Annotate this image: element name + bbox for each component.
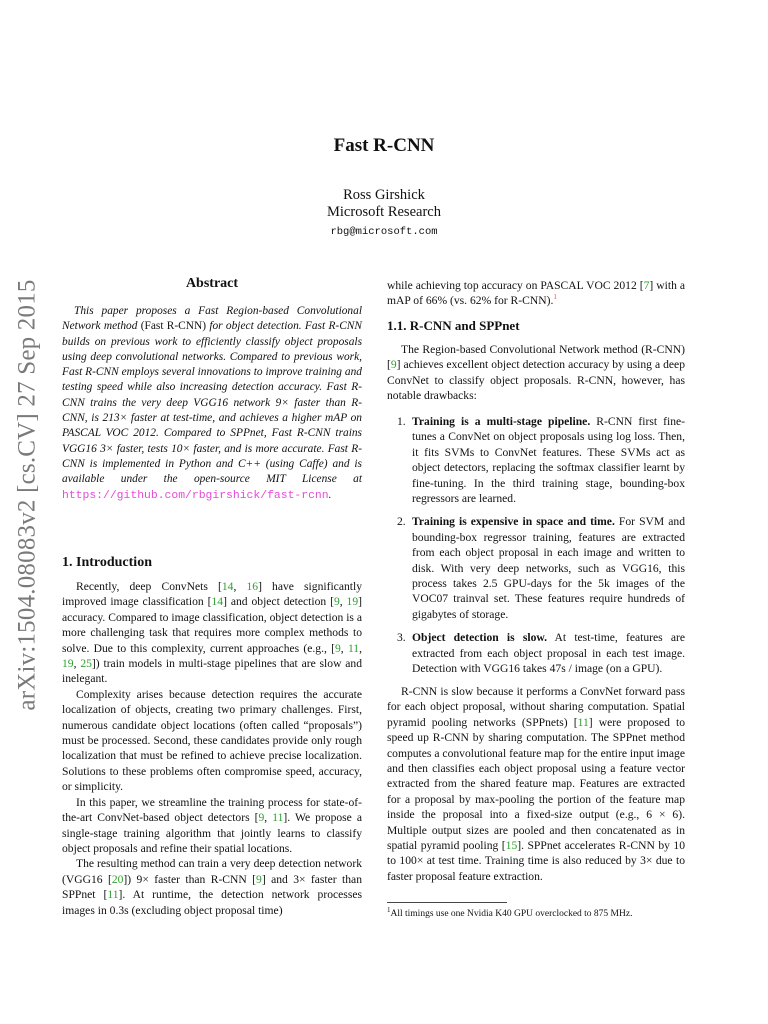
citation-link[interactable]: 19	[62, 657, 74, 671]
intro-paragraph	[62, 795, 362, 857]
citation-link[interactable]: 9	[390, 358, 397, 372]
arxiv-stamp	[8, 270, 48, 720]
text-run: ,	[73, 657, 81, 671]
citation-link[interactable]: 15	[505, 839, 518, 853]
citation-link[interactable]: 9	[335, 641, 341, 655]
list-item-title: Training is expensive in space and time.	[412, 515, 615, 529]
list-item	[387, 514, 685, 622]
footnote	[387, 905, 685, 920]
author-name: Ross Girshick	[343, 187, 425, 203]
citation-link[interactable]: 20	[111, 872, 124, 886]
text-run: Recently, deep ConvNets [	[76, 580, 222, 593]
sppnet-paragraph	[387, 684, 685, 884]
text-run: ]) 9× faster than R-CNN [	[123, 872, 257, 886]
text-run: ] with a mAP of 66% (vs. 62% for R-CNN).	[387, 279, 685, 308]
text-run: ] and object detection [	[223, 595, 334, 609]
text-run: In this paper, we streamline the training process for state-of-the-art ConvNet-based object detectors [	[62, 795, 362, 825]
text-run: ,	[340, 641, 348, 655]
footnote-divider	[387, 902, 507, 903]
abstract-text-upright: (Fast R-CNN)	[140, 320, 207, 333]
list-item-text: For SVM and bounding-box regressor training, features are extracted from each object proposal in each image and written to disk. With very deep networks, such as VGG16, this process takes 2.5 GPU-days for the 5k images of the VOC07 trainval set. These features require hundreds of gigabytes of storage.	[412, 515, 685, 621]
citation-link[interactable]: 9	[256, 872, 262, 886]
list-number: 3.	[397, 631, 406, 645]
list-item-title: Training is a multi-stage pipeline.	[412, 415, 591, 428]
rcnn-paragraph-text	[387, 342, 685, 404]
list-item	[387, 630, 685, 676]
list-number: 2.	[397, 515, 406, 529]
list-item-title: Object detection is slow.	[412, 631, 547, 645]
text-run: ]. SPPnet accelerates R-CNN by 10 to 100× at test time. Training time is also reduced by 3× due to faster proposal feature extraction.	[387, 839, 685, 883]
abstract-text-part: This paper proposes a Fast Region-based Convolutional Network method	[62, 305, 362, 333]
text-run: ,	[359, 641, 363, 655]
citation-link[interactable]: 9	[258, 811, 265, 825]
citation-link[interactable]: 11	[347, 641, 360, 655]
text-run: while achieving top accuracy on PASCAL VOC 2012 [	[387, 279, 644, 292]
text-run: ] and 3× faster than SPPnet [	[62, 872, 362, 902]
footnote-text: All timings use one Nvidia K40 GPU overclocked to 875 MHz.	[390, 909, 633, 919]
subsection-heading: 1.1. R-CNN and SPPnet	[387, 318, 520, 333]
list-number: 1.	[397, 415, 406, 428]
list-item	[387, 414, 685, 506]
abstract-heading: Abstract	[185, 276, 239, 291]
text-run: ]. At runtime, the detection network processes images in 0.3s (excluding object proposal time)	[62, 888, 362, 917]
abstract-text	[62, 304, 362, 504]
text-run: ]) train models in multi-stage pipelines that are slow and inelegant.	[62, 657, 363, 686]
citation-link[interactable]: 19	[346, 595, 359, 609]
text-run: ] were proposed to speed up R-CNN by sharing computation. The SPPnet method computes a convolutional feature map for the entire input image and then classifies each object proposal using a feature vector extracted from the shared feature map. Features are extracted for a proposal by max-pooling the portion of the feature map inside the proposal into a fixed-size output (e.g., 6 × 6). Multiple output sizes are pooled and then concatenated as in spatial pyramid pooling [	[387, 715, 685, 853]
text-run: ] achieves excellent object detection accuracy by using a deep ConvNet to classify object proposals. R-CNN, however, has notable drawbacks:	[387, 358, 685, 403]
text-run: ] have significantly improved image classification [	[62, 580, 363, 609]
text-run: ,	[339, 595, 347, 609]
citation-link[interactable]: 16	[246, 580, 259, 593]
footnote-ref[interactable]: 1	[553, 293, 557, 302]
citation-link[interactable]: 14	[211, 595, 224, 609]
paper-title: Fast R-CNN	[333, 135, 435, 156]
list-item-text: R-CNN first fine-tunes a ConvNet on object proposals using log loss. Then, it fits SVMs to ConvNet features. These SVMs act as object detectors, replacing the softmax classifier learnt by fine-tuning. In the third training stage, bounding-box regressors are learned.	[412, 415, 685, 506]
continued-text	[387, 278, 685, 309]
drawbacks-list	[387, 414, 685, 685]
intro-body	[62, 579, 362, 918]
intro-paragraph	[62, 856, 362, 918]
text-run: R-CNN is slow because it performs a ConvNet forward pass for each object proposal, without sharing computation. Spatial pyramid pooling networks (SPPnets) [	[387, 685, 685, 729]
citation-link[interactable]: 7	[643, 279, 650, 292]
intro-paragraph	[62, 579, 362, 687]
abstract-text-end: .	[328, 488, 332, 501]
arxiv-stamp-text: arXiv:1504.08083v2 [cs.CV] 27 Sep 2015	[14, 279, 42, 711]
text-run: ] accuracy. Compared to image classification, object detection is a more challenging task that requires more complex methods to solve. Due to this complexity, current approaches (e.g., [	[62, 595, 363, 655]
code-link[interactable]: https://github.com/rbgirshick/fast-rcnn	[62, 489, 329, 502]
citation-link[interactable]: 11	[107, 888, 119, 902]
rcnn-paragraph	[387, 342, 685, 404]
text-run: The Region-based Convolutional Network method (R-CNN) [	[387, 343, 685, 372]
text-run: ,	[233, 580, 247, 593]
abstract-text-part: for object detection. Fast R-CNN builds on previous work to efficiently classify object proposals using deep convolutional networks. Compared to previous work, Fast R-CNN employs several innovations to improve training and testing speed while also increasing detection accuracy. Fast R-CNN trains the very deep VGG16 network 9× faster than R-CNN, is 213× faster at test-time, and achieves a higher mAP on PASCAL VOC 2012. Compared to SPPnet, Fast R-CNN trains VGG16 3× faster, tests 10× faster, and is more accurate. Fast R-CNN is implemented in Python and C++ (using Caffe) and is available under the open-source MIT License at	[62, 320, 362, 486]
intro-paragraph: Complexity arises because detection requires the accurate localization of objects, creating two primary challenges. First, numerous candidate object locations (often called “proposals”) must be processed. Second, these candidates provide only rough localization that must be refined to achieve precise localization. Solutions to these problems often compromise speed, accuracy, or simplicity.	[62, 687, 362, 794]
citation-link[interactable]: 11	[577, 715, 589, 729]
author-affiliation: Microsoft Research	[327, 204, 441, 220]
text-run: ]. We propose a single-stage training algorithm that jointly learns to classify object proposals and refine their spatial locations.	[62, 811, 362, 855]
author-block	[0, 187, 768, 221]
citation-link[interactable]: 14	[221, 580, 234, 593]
intro-heading: 1. Introduction	[62, 555, 152, 570]
list-item-text: At test-time, features are extracted from each object proposal in each test image. Detection with VGG16 takes 47s / image (on a GPU).	[412, 631, 685, 676]
citation-link[interactable]: 25	[80, 657, 92, 671]
citation-link[interactable]: 9	[333, 595, 340, 609]
citation-link[interactable]: 11	[272, 811, 284, 825]
text-run: ,	[264, 811, 273, 825]
author-email[interactable]: rbg@microsoft.com	[330, 226, 438, 238]
sppnet-paragraph-text	[387, 684, 685, 884]
footnote-number: 1	[387, 905, 391, 914]
text-run: The resulting method can train a very deep detection network (VGG16 [	[62, 857, 362, 886]
